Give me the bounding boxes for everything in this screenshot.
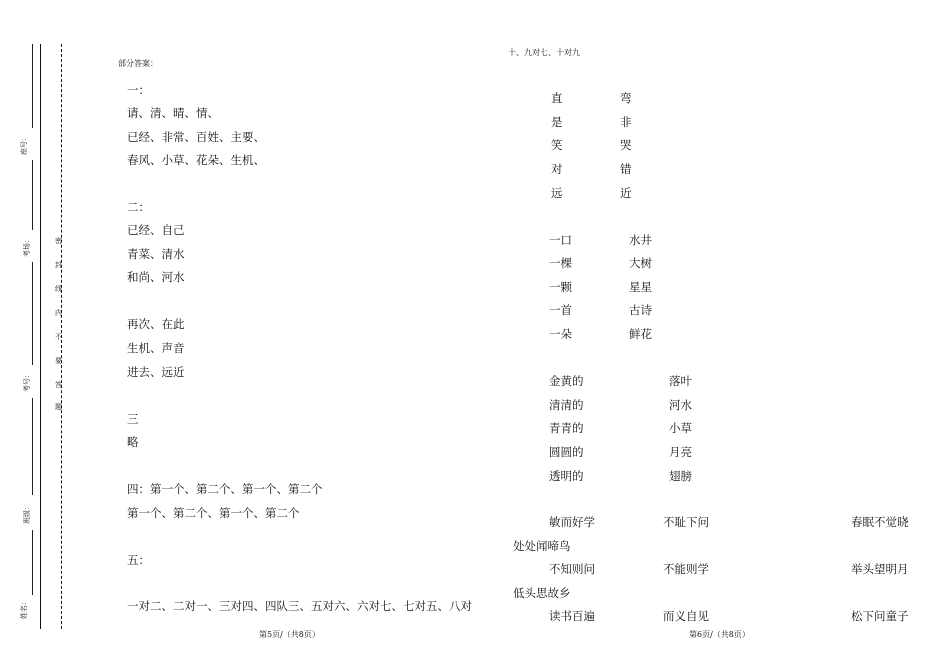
answer-line: 再次、在此 (127, 317, 185, 331)
exam-room-label: 考场： (23, 236, 31, 257)
antonym-word: 对 (551, 162, 563, 176)
answers-heading: 部分答案： (118, 59, 158, 68)
poem-line-continued: 低头思故乡 (513, 586, 571, 600)
poem-line: 举头望明月 (851, 562, 909, 576)
binding-solid-line (40, 44, 41, 629)
antonym-word: 哭 (620, 138, 632, 152)
seat-number-label: 座号： (20, 134, 28, 155)
seal-char: 不 (55, 333, 62, 341)
antonym-word: 错 (620, 162, 632, 176)
adjective: 清清的 (549, 398, 584, 412)
measure-word: 一首 (549, 303, 572, 317)
section-title: 三 (127, 412, 139, 426)
answer-line: 生机、声音 (127, 341, 185, 355)
poem-line-continued: 处处闻啼鸟 (513, 539, 571, 553)
measure-noun: 星星 (629, 280, 652, 294)
field-underline (32, 160, 33, 230)
section-heading: 十、九对七、十对九 (508, 48, 580, 57)
answer-line: 略 (127, 435, 139, 449)
seal-char: 内 (55, 309, 62, 317)
adjective-noun: 河水 (669, 398, 692, 412)
field-underline (32, 398, 33, 495)
measure-noun: 古诗 (629, 303, 652, 317)
answer-line: 四：第一个、第二个、第一个、第二个 (127, 482, 323, 496)
antonym-word: 近 (620, 186, 632, 200)
antonym-word: 远 (551, 186, 563, 200)
adjective: 透明的 (549, 469, 584, 483)
answer-line: 春风、小草、花朵、生机、 (127, 153, 265, 167)
adjective-noun: 月亮 (669, 445, 692, 459)
seal-char: 要 (55, 357, 62, 365)
poem-line: 春眠不觉晓 (851, 515, 909, 529)
answer-line: 一对二、二对一、三对四、四队三、五对六、六对七、七对五、八对 (127, 599, 472, 613)
adjective: 圆圆的 (549, 445, 584, 459)
measure-noun: 鲜花 (629, 327, 652, 341)
answer-line: 青菜、清水 (127, 247, 185, 261)
name-label: 姓名： (20, 598, 28, 619)
poem-line: 敏而好学 (549, 515, 595, 529)
field-underline (32, 530, 33, 595)
answer-line: 和尚、河水 (127, 270, 185, 284)
answer-line: 已经、非常、百姓、主要、 (127, 130, 265, 144)
antonym-word: 非 (620, 115, 632, 129)
seal-char: 题 (55, 403, 62, 411)
poem-line: 而义自见 (663, 609, 709, 623)
field-underline (32, 44, 33, 128)
answer-line: 请、清、晴、情、 (127, 106, 219, 120)
seal-char: 密 (55, 237, 62, 245)
exam-number-label: 考号： (23, 371, 31, 392)
section-title: 五： (127, 553, 150, 567)
measure-word: 一颗 (549, 280, 572, 294)
section-title: 二： (127, 200, 150, 214)
measure-noun: 水井 (629, 233, 652, 247)
adjective-noun: 小草 (669, 421, 692, 435)
antonym-word: 是 (551, 115, 563, 129)
poem-line: 不能则学 (663, 562, 709, 576)
seal-char: 答 (55, 381, 62, 389)
page-footer: 第6页/（共8页） (689, 630, 750, 639)
poem-line: 松下问童子 (851, 609, 909, 623)
measure-word: 一口 (549, 233, 572, 247)
answer-line: 已经、自己 (127, 223, 185, 237)
poem-line: 读书百遍 (549, 609, 595, 623)
class-label: 班级： (23, 503, 31, 524)
poem-line: 不耻下问 (663, 515, 709, 529)
measure-word: 一棵 (549, 256, 572, 270)
adjective-noun: 翅膀 (669, 469, 692, 483)
page-footer: 第5页/（共8页） (259, 630, 320, 639)
adjective-noun: 落叶 (669, 374, 692, 388)
antonym-word: 直 (551, 91, 563, 105)
seal-char: 封 (55, 261, 62, 269)
section-title: 一： (127, 83, 150, 97)
antonym-word: 笑 (551, 138, 563, 152)
answer-line: 进去、远近 (127, 365, 185, 379)
antonym-word: 弯 (620, 91, 632, 105)
poem-line: 不知则问 (549, 562, 595, 576)
measure-noun: 大树 (629, 256, 652, 270)
adjective: 金黄的 (549, 374, 584, 388)
field-underline (32, 262, 33, 365)
adjective: 青青的 (549, 421, 584, 435)
answer-line: 第一个、第二个、第一个、第二个 (127, 506, 300, 520)
seal-char: 线 (55, 285, 62, 293)
measure-word: 一朵 (549, 327, 572, 341)
